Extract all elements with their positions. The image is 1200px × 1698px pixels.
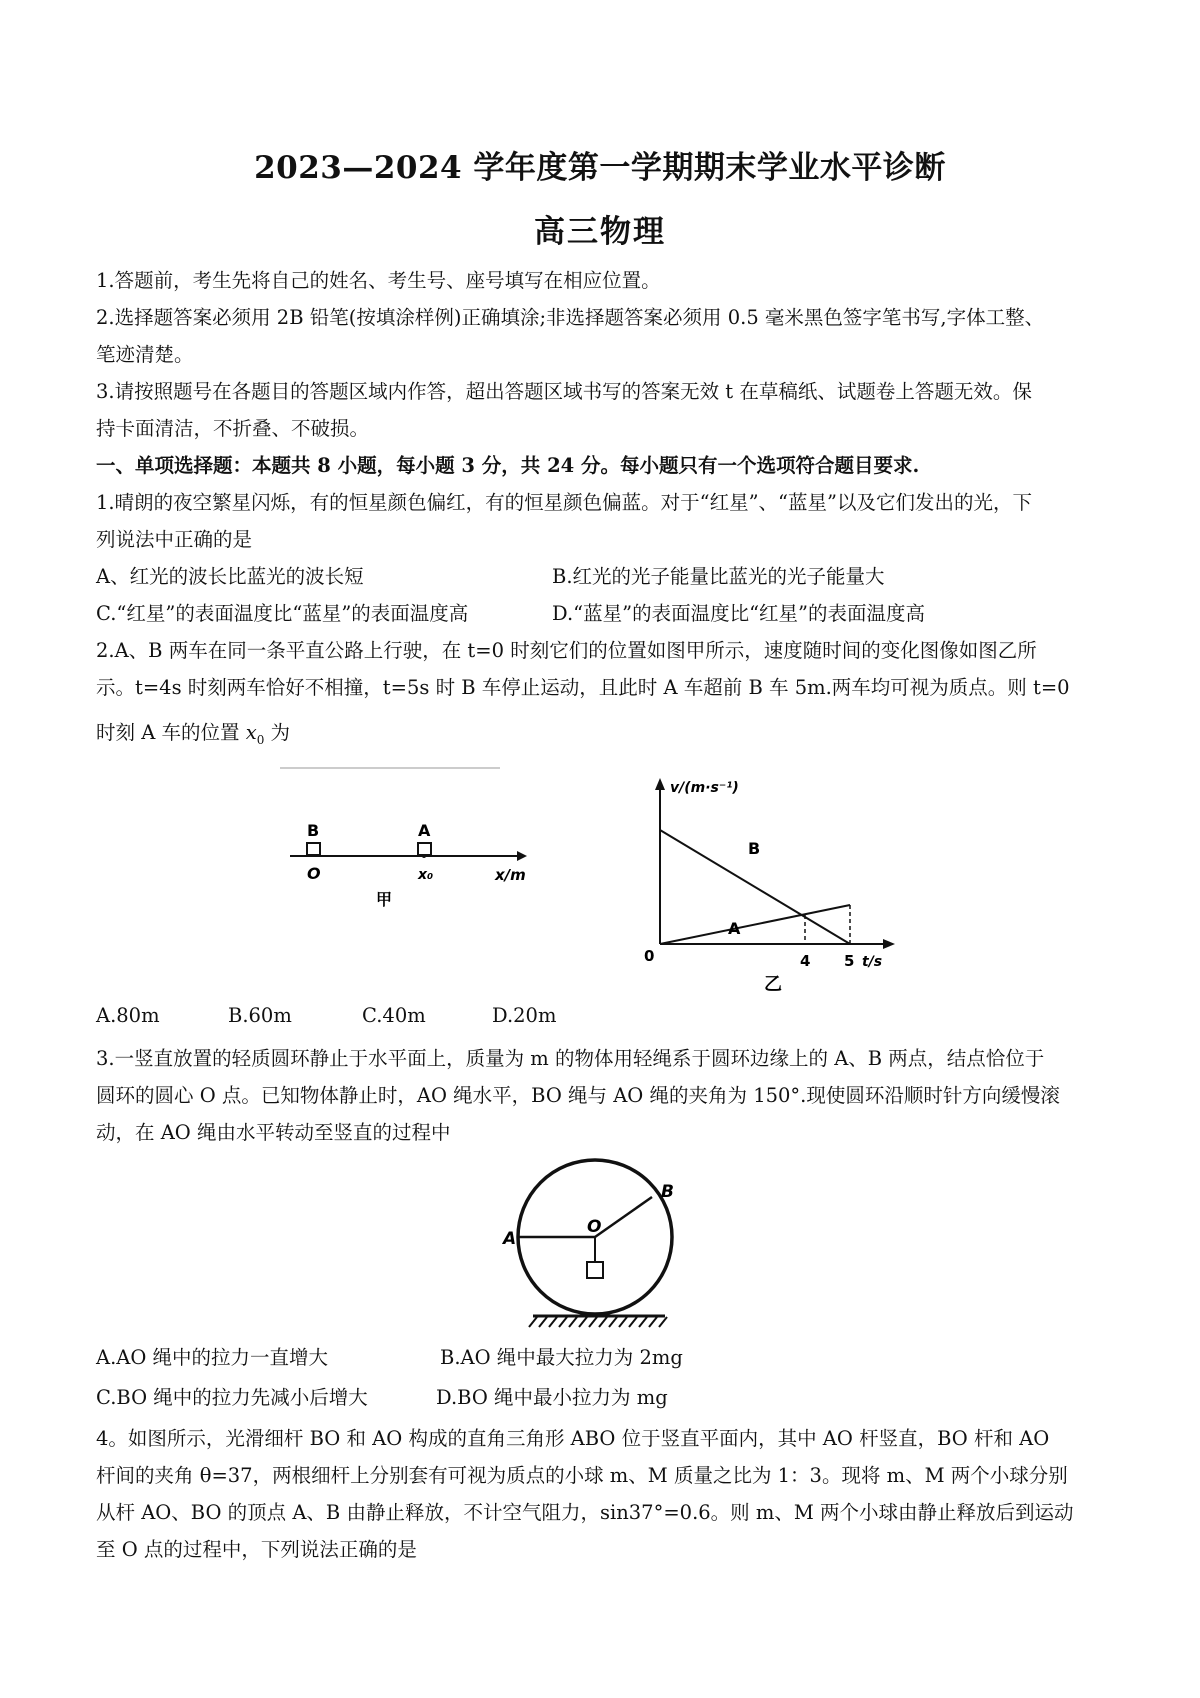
mass-box — [587, 1262, 603, 1278]
label-a: A — [503, 1229, 517, 1249]
q2-var-x: x — [245, 721, 257, 744]
caption-yi: 乙 — [764, 974, 782, 995]
label-x0: x₀ — [418, 867, 434, 883]
instructions — [96, 262, 1116, 759]
q3-stem: 3.一竖直放置的轻质圆环静止于水平面上，质量为 m 的物体用轻绳系于圆环边缘上的 A、B 两点，结点恰位于 圆环的圆心 O 点。已知物体静止时，AO 绳水平，BO 绳与 AO 绳的夹角为 150°.现使圆环沿顺时针方向缓慢滚 动，在 AO 绳由水平转动至竖直的过程中 — [96, 1047, 1060, 1144]
q1-stem: 列说法中正确的是 — [96, 528, 253, 551]
origin-label: 0 — [644, 947, 655, 965]
q1-option-d: D.“蓝星”的表面温度比“红星”的表面温度高 — [552, 602, 926, 625]
q2-option-c: C.40m — [362, 1004, 426, 1027]
label-o: O — [587, 1217, 602, 1237]
q2-stem-last: 时刻 A 车的位置 $x_0$ 为 — [96, 721, 291, 747]
y-label: v/(m·s⁻¹) — [670, 780, 739, 796]
q2-stem: 示。t=4s 时刻两车恰好不相撞，t=5s 时 B 车停止运动，且此时 A 车超前 B 车 5m.两车均可视为质点。则 t=0 — [96, 676, 1070, 699]
tick-4: 4 — [800, 952, 811, 970]
instruction-line: 持卡面清洁，不折叠、不破损。 — [96, 417, 370, 440]
page-subtitle: 高三物理 — [534, 214, 666, 250]
q1-option-a: A、红光的波长比蓝光的波长短 — [96, 565, 364, 588]
q3-option-a: A.AO 绳中的拉力一直增大 — [96, 1346, 329, 1369]
q1-options-row — [96, 558, 1116, 595]
q2-option-b: B.60m — [228, 1004, 292, 1027]
q1-option-b: B.红光的光子能量比蓝光的光子能量大 — [552, 565, 885, 588]
label-o: O — [307, 864, 321, 883]
instruction-line: 3.请按照题号在各题目的答题区域内作答，超出答题区域书写的答案无效 t 在草稿纸、试题卷上答题无效。保 — [96, 380, 1032, 403]
q2-stem: 2.A、B 两车在同一条平直公路上行驶，在 t=0 时刻它们的位置如图甲所示，速度随时间的变化图像如图乙所 — [96, 639, 1037, 662]
q3-option-c: C.BO 绳中的拉力先减小后增大 — [96, 1386, 368, 1409]
axis-label: x/m — [495, 866, 526, 884]
label-b: B — [307, 821, 320, 840]
car-a-box — [418, 843, 431, 855]
q2-figure-yi — [640, 778, 900, 995]
page-title: 2023—2024 学年度第一学期期末学业水平诊断 — [254, 150, 946, 186]
label-b: B — [661, 1182, 674, 1202]
instruction-line: 2.选择题答案必须用 2B 铅笔(按填涂样例)正确填涂;非选择题答案必须用 0.5 毫米黑色签字笔书写,字体工整、 — [96, 306, 1045, 329]
q1-options-row — [96, 595, 1116, 632]
caption-jia: 甲 — [376, 890, 393, 909]
x-label: t/s — [862, 954, 883, 970]
instruction-line: 笔迹清楚。 — [96, 343, 194, 366]
label-a: A — [418, 821, 431, 840]
q2-option-a: A.80m — [96, 1004, 160, 1027]
line-a-label: A — [728, 919, 741, 938]
car-b-box — [307, 843, 320, 855]
q2-option-d: D.20m — [492, 1004, 557, 1027]
instruction-line: 1.答题前，考生先将自己的姓名、考生号、座号填写在相应位置。 — [96, 269, 661, 292]
q1-stem: 1.晴朗的夜空繁星闪烁，有的恒星颜色偏红，有的恒星颜色偏蓝。对于“红星”、“蓝星”以及它们发出的光，下 — [96, 491, 1032, 514]
q3-option-b: B.AO 绳中最大拉力为 2mg — [440, 1346, 683, 1369]
q2-var-sub: 0 — [256, 732, 265, 747]
q3-figure — [495, 1152, 705, 1332]
section-heading: 一、单项选择题：本题共 8 小题，每小题 3 分，共 24 分。每小题只有一个选项符合题目要求. — [96, 454, 920, 477]
q1-option-c: C.“红星”的表面温度比“蓝星”的表面温度高 — [96, 602, 469, 625]
line-b-label: B — [748, 839, 761, 858]
q2-figure-jia — [280, 780, 540, 930]
line-a — [660, 905, 850, 944]
q4-stem: 4。如图所示，光滑细杆 BO 和 AO 构成的直角三角形 ABO 位于竖直平面内，其中 AO 杆竖直，BO 杆和 AO 杆间的夹角 θ=37，两根细杆上分别套有可视为质点的小球 m、M 质量之比为 1：3。现将 m、M 两个小球分别 从杆 AO、BO 的顶点 A、B 由静止释放，不计空气阻力，sin37°=0.6。则 m、M 两个小球由静止释放后到运动 至 O 点的过程中，下列说法正确的是 — [96, 1427, 1074, 1561]
q3-option-d: D.BO 绳中最小拉力为 mg — [436, 1386, 668, 1409]
tick-5: 5 — [844, 952, 855, 970]
